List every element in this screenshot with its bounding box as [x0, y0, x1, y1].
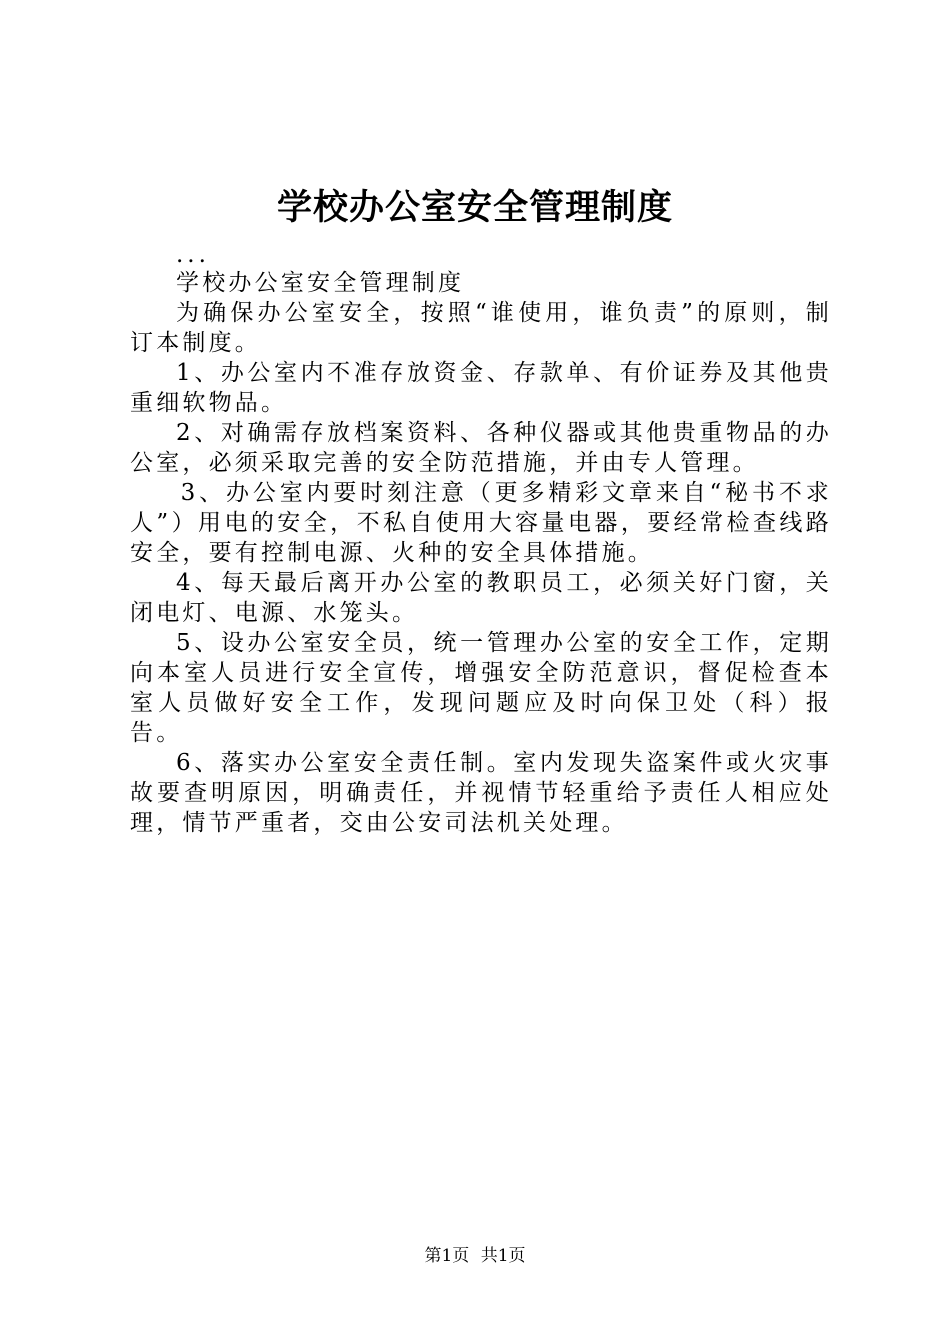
- rule-1-paragraph: 1、办公室内不准存放资金、存款单、有价证券及其他贵重细软物品。: [130, 360, 832, 416]
- rule-5-paragraph: 5、设办公室安全员，统一管理办公室的安全工作，定期向本室人员进行安全宣传，增强安全防范意识，督促检查本室人员做好安全工作，发现问题应及时向保卫处（科）报告。: [130, 630, 832, 746]
- page-footer: [0, 1245, 950, 1267]
- intro-paragraph: 为确保办公室安全，按照“谁使用，谁负责”的原则，制订本制度。: [130, 300, 832, 356]
- rule-6-paragraph: 6、落实办公室安全责任制。室内发现失盗案件或火灾事故要查明原因，明确责任，并视情节轻重给予责任人相应处理，情节严重者，交由公安司法机关处理。: [130, 750, 832, 836]
- total-pages: 共1页: [480, 1246, 526, 1266]
- rule-4-paragraph: 4、每天最后离开办公室的教职员工，必须关好门窗，关闭电灯、电源、水笼头。: [130, 570, 832, 626]
- page-number: 第1页: [424, 1246, 470, 1266]
- ellipsis-text: ...: [176, 242, 210, 268]
- rule-3-paragraph: 3、办公室内要时刻注意（更多精彩文章来自“秘书不求人”）用电的安全，不私自使用大容量电器，要经常检查线路安全，要有控制电源、火种的安全具体措施。: [130, 480, 832, 566]
- document-title: 学校办公室安全管理制度: [276, 187, 673, 228]
- document-body: [130, 242, 832, 838]
- rule-2-paragraph: 2、对确需存放档案资料、各种仪器或其他贵重物品的办公室，必须采取完善的安全防范措施，并由专人管理。: [130, 420, 832, 476]
- document-subtitle: 学校办公室安全管理制度: [176, 270, 465, 296]
